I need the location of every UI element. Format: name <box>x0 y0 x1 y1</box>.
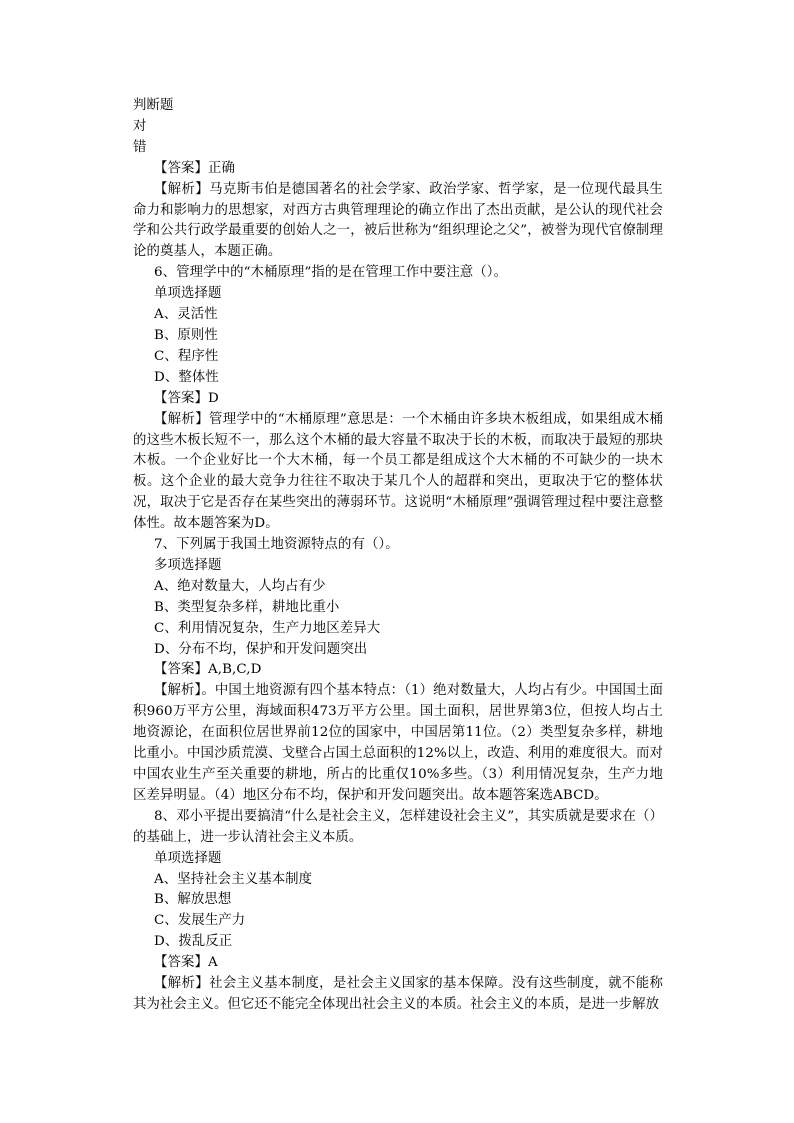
option-b: B、解放思想 <box>154 892 232 908</box>
answer-value: A,B,C,D <box>207 662 262 678</box>
option-d: D、整体性 <box>154 369 219 385</box>
question-type: 判断题 <box>133 98 174 113</box>
question-8-stem: 8、邓小平提出要搞清“什么是社会主义，怎样建设社会主义”，其实质就是要求在（）的基础上，进一步认清社会主义本质。 <box>133 808 663 845</box>
answer-label: 【答案】 <box>154 390 208 406</box>
option-d: D、分布不均，保护和开发问题突出 <box>154 641 368 657</box>
analysis-text: 。中国土地资源有四个基本特点：（1）绝对数量大，人均占有少。中国国土面积960万平方公里，海域面积473万平方公里。国土面积，居世界第3位，但按人均占土地资源论，在面积位居世界前12位的国家中，中国居第11位。（2）类型复杂多样，耕地比重小。中国沙质荒漠、戈壁合占国土总面积的12%以上，改造、利用的难度很大。而对中国农业生产至关重要的耕地，所占的比重仅10%多些。（3）利用情况复杂，生产力地区差异明显。（4）地区分布不均，保护和开发问题突出。故本题答案选ABCD。 <box>133 683 663 803</box>
analysis-text: 马克斯韦伯是德国著名的社会学家、政治学家、哲学家，是一位现代最具生命力和影响力的思想家，对西方古典管理理论的确立作出了杰出贡献，是公认的现代社会学和公共行政学最重要的创始人之一，被后世称为“组织理论之父”，被誉为现代官僚制理论的奠基人，本题正确。 <box>133 181 663 260</box>
answer-label: 【答案】 <box>154 160 208 176</box>
answer-value: 正确 <box>207 160 235 176</box>
question-type: 单项选择题 <box>154 286 222 302</box>
question-7-stem: 7、下列属于我国土地资源特点的有（）。 <box>154 537 399 553</box>
option-false: 错 <box>133 139 147 155</box>
analysis-text: 管理学中的“木桶原理”意思是：一个木桶由许多块木板组成，如果组成木桶的这些木板长短不一，那么这个木桶的最大容量不取决于长的木板，而取决于最短的那块木板。一个企业好比一个大木桶，每一个员工都是组成这个大木桶的不可缺少的一块木板。这个企业的最大竞争力往往不取决于某几个人的超群和突出，更取决于它的整体状况，取决于它是否存在某些突出的薄弱环节。这说明“木桶原理”强调管理过程中要注意整体性。故本题答案为D。 <box>133 411 663 532</box>
analysis-label: 【解析】 <box>154 181 210 197</box>
answer-line <box>133 389 663 410</box>
answer-line <box>133 660 663 681</box>
option-d: D、拨乱反正 <box>154 934 233 950</box>
option-b: B、类型复杂多样，耕地比重小 <box>154 599 340 615</box>
document-page <box>133 96 663 1016</box>
option-c: C、利用情况复杂，生产力地区差异大 <box>154 620 381 636</box>
analysis-label: 【解析】 <box>154 976 210 992</box>
answer-value: A <box>207 955 218 971</box>
option-c: C、程序性 <box>154 348 219 364</box>
analysis-paragraph <box>133 681 663 806</box>
analysis-text: 社会主义基本制度，是社会主义国家的基本保障。没有这些制度，就不能称其为社会主义。但它还不能完全体现出社会主义的本质。社会主义的本质，是进一步解放 <box>133 976 663 1012</box>
analysis-label: 【解析】 <box>154 683 202 699</box>
option-a: A、坚持社会主义基本制度 <box>154 871 313 887</box>
option-b: B、原则性 <box>154 327 218 343</box>
question-type: 单项选择题 <box>154 850 222 866</box>
option-c: C、发展生产力 <box>154 913 246 929</box>
question-6-stem: 6、管理学中的“木桶原理”指的是在管理工作中要注意（）。 <box>154 265 508 281</box>
option-true: 对 <box>133 118 147 134</box>
answer-label: 【答案】 <box>154 955 208 971</box>
option-a: A、灵活性 <box>154 307 218 323</box>
analysis-label: 【解析】 <box>154 411 209 427</box>
answer-line <box>133 159 663 180</box>
answer-label: 【答案】 <box>154 662 208 678</box>
analysis-paragraph <box>133 180 663 264</box>
option-a: A、绝对数量大，人均占有少 <box>154 578 326 594</box>
analysis-paragraph <box>133 974 663 1016</box>
answer-line <box>133 953 663 974</box>
answer-value: D <box>207 390 219 406</box>
question-type: 多项选择题 <box>154 557 222 573</box>
analysis-paragraph <box>133 410 663 535</box>
